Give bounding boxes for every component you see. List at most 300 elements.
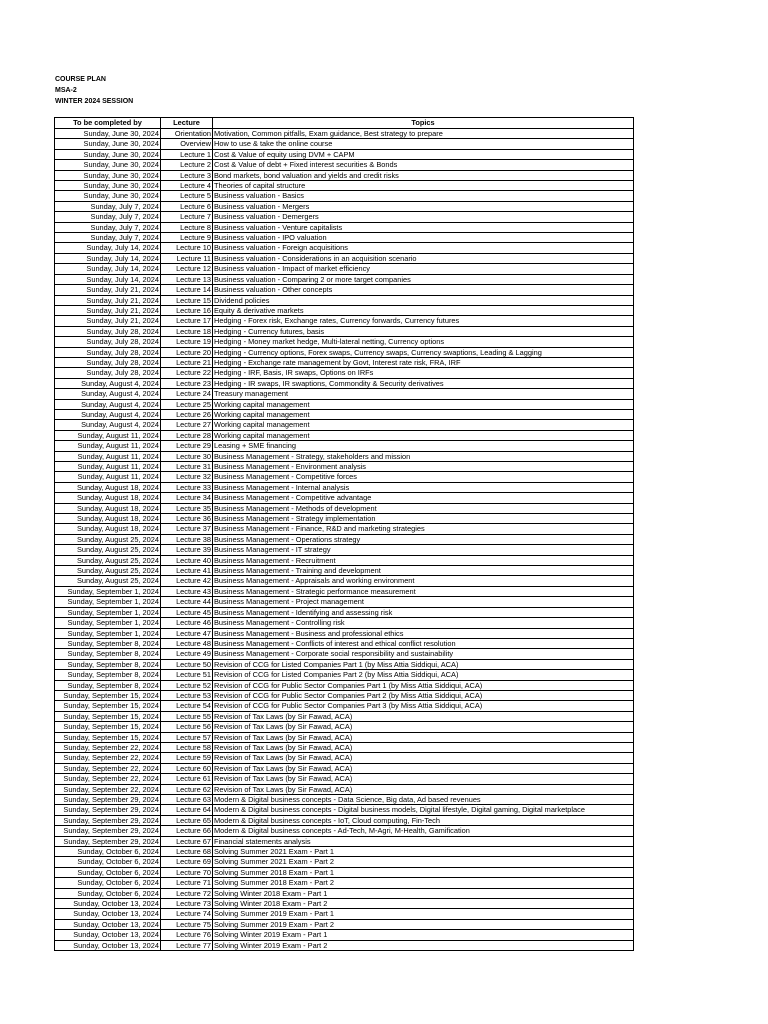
completion-date-cell: Sunday, August 25, 2024 <box>55 576 161 586</box>
topic-cell: Business Management - Training and development <box>213 566 634 576</box>
completion-date-cell: Sunday, July 28, 2024 <box>55 326 161 336</box>
table-row <box>55 815 634 825</box>
completion-date-cell: Sunday, September 15, 2024 <box>55 701 161 711</box>
completion-date-cell: Sunday, July 7, 2024 <box>55 233 161 243</box>
topic-cell: Business valuation - Other concepts <box>213 285 634 295</box>
table-row <box>55 774 634 784</box>
lecture-cell: Lecture 33 <box>161 482 213 492</box>
topic-cell: Solving Summer 2018 Exam - Part 2 <box>213 878 634 888</box>
table-row <box>55 649 634 659</box>
topic-cell: Business valuation - Venture capitalists <box>213 222 634 232</box>
lecture-cell: Lecture 19 <box>161 337 213 347</box>
topic-cell: Business Management - Internal analysis <box>213 482 634 492</box>
table-row <box>55 472 634 482</box>
table-row <box>55 139 634 149</box>
lecture-cell: Lecture 73 <box>161 899 213 909</box>
completion-date-cell: Sunday, September 1, 2024 <box>55 586 161 596</box>
table-row <box>55 628 634 638</box>
topic-cell: Solving Winter 2018 Exam - Part 2 <box>213 899 634 909</box>
lecture-cell: Lecture 32 <box>161 472 213 482</box>
topic-cell: Business Management - Controlling risk <box>213 618 634 628</box>
topic-cell: Business Management - Corporate social responsibility and sustainability <box>213 649 634 659</box>
table-row <box>55 670 634 680</box>
lecture-cell: Lecture 6 <box>161 201 213 211</box>
table-row <box>55 389 634 399</box>
lecture-cell: Lecture 62 <box>161 784 213 794</box>
lecture-cell: Lecture 54 <box>161 701 213 711</box>
table-row <box>55 295 634 305</box>
lecture-cell: Lecture 10 <box>161 243 213 253</box>
table-row <box>55 857 634 867</box>
table-row <box>55 201 634 211</box>
lecture-cell: Lecture 48 <box>161 638 213 648</box>
topic-cell: Solving Winter 2019 Exam - Part 2 <box>213 940 634 950</box>
completion-date-cell: Sunday, September 8, 2024 <box>55 649 161 659</box>
topic-cell: Hedging - Currency futures, basis <box>213 326 634 336</box>
header-row <box>55 118 634 129</box>
topic-cell: Business Management - Identifying and assessing risk <box>213 607 634 617</box>
topic-cell: Business Management - Appraisals and working environment <box>213 576 634 586</box>
completion-date-cell: Sunday, July 14, 2024 <box>55 243 161 253</box>
lecture-cell: Lecture 18 <box>161 326 213 336</box>
lecture-cell: Lecture 67 <box>161 836 213 846</box>
topic-cell: Hedging - IRF, Basis, IR swaps, Options on IRFs <box>213 368 634 378</box>
completion-date-cell: Sunday, August 18, 2024 <box>55 482 161 492</box>
completion-date-cell: Sunday, August 25, 2024 <box>55 534 161 544</box>
lecture-cell: Lecture 63 <box>161 795 213 805</box>
table-row <box>55 597 634 607</box>
lecture-cell: Lecture 49 <box>161 649 213 659</box>
table-row <box>55 368 634 378</box>
lecture-cell: Lecture 9 <box>161 233 213 243</box>
table-row <box>55 940 634 950</box>
topic-cell: Modern & Digital business concepts - Digital business models, Digital lifestyle, Digital gaming, Digital marketplace <box>213 805 634 815</box>
lecture-cell: Lecture 60 <box>161 763 213 773</box>
table-row <box>55 701 634 711</box>
lecture-cell: Lecture 57 <box>161 732 213 742</box>
completion-date-cell: Sunday, September 15, 2024 <box>55 722 161 732</box>
completion-date-cell: Sunday, August 18, 2024 <box>55 503 161 513</box>
lecture-cell: Lecture 52 <box>161 680 213 690</box>
table-row <box>55 659 634 669</box>
completion-date-cell: Sunday, August 4, 2024 <box>55 420 161 430</box>
lecture-cell: Lecture 16 <box>161 305 213 315</box>
table-row <box>55 181 634 191</box>
completion-date-cell: Sunday, August 25, 2024 <box>55 555 161 565</box>
completion-date-cell: Sunday, September 8, 2024 <box>55 670 161 680</box>
completion-date-cell: Sunday, June 30, 2024 <box>55 160 161 170</box>
completion-date-cell: Sunday, June 30, 2024 <box>55 129 161 139</box>
completion-date-cell: Sunday, June 30, 2024 <box>55 149 161 159</box>
table-row <box>55 337 634 347</box>
table-row <box>55 285 634 295</box>
table-row <box>55 867 634 877</box>
lecture-cell: Lecture 17 <box>161 316 213 326</box>
table-row <box>55 722 634 732</box>
lecture-cell: Lecture 71 <box>161 878 213 888</box>
table-row <box>55 274 634 284</box>
topic-cell: Business Management - IT strategy <box>213 545 634 555</box>
lecture-cell: Lecture 44 <box>161 597 213 607</box>
topic-cell: Cost & Value of equity using DVM + CAPM <box>213 149 634 159</box>
topic-cell: Revision of Tax Laws (by Sir Fawad, ACA) <box>213 732 634 742</box>
topic-cell: Business valuation - Basics <box>213 191 634 201</box>
table-row <box>55 784 634 794</box>
topic-cell: Solving Winter 2019 Exam - Part 1 <box>213 930 634 940</box>
topic-cell: Modern & Digital business concepts - Data Science, Big data, Ad based revenues <box>213 795 634 805</box>
table-row <box>55 888 634 898</box>
lecture-cell: Lecture 64 <box>161 805 213 815</box>
table-row <box>55 482 634 492</box>
completion-date-cell: Sunday, July 21, 2024 <box>55 316 161 326</box>
completion-date-cell: Sunday, September 29, 2024 <box>55 815 161 825</box>
topic-cell: Business Management - Conflicts of interest and ethical conflict resolution <box>213 638 634 648</box>
document-header <box>55 74 133 107</box>
lecture-cell: Lecture 70 <box>161 867 213 877</box>
completion-date-cell: Sunday, September 8, 2024 <box>55 680 161 690</box>
topic-cell: Business Management - Finance, R&D and marketing strategies <box>213 524 634 534</box>
completion-date-cell: Sunday, September 29, 2024 <box>55 836 161 846</box>
topic-cell: Revision of Tax Laws (by Sir Fawad, ACA) <box>213 711 634 721</box>
column-header-topics: Topics <box>213 118 634 129</box>
table-row <box>55 680 634 690</box>
table-row <box>55 222 634 232</box>
topic-cell: Leasing + SME financing <box>213 441 634 451</box>
table-row <box>55 503 634 513</box>
table-row <box>55 826 634 836</box>
lecture-cell: Lecture 45 <box>161 607 213 617</box>
table-row <box>55 732 634 742</box>
topic-cell: Cost & Value of debt + Fixed interest securities & Bonds <box>213 160 634 170</box>
lecture-cell: Lecture 28 <box>161 430 213 440</box>
completion-date-cell: Sunday, July 28, 2024 <box>55 368 161 378</box>
completion-date-cell: Sunday, October 6, 2024 <box>55 878 161 888</box>
completion-date-cell: Sunday, September 29, 2024 <box>55 826 161 836</box>
table-row <box>55 555 634 565</box>
lecture-cell: Lecture 72 <box>161 888 213 898</box>
table-row <box>55 420 634 430</box>
table-row <box>55 170 634 180</box>
table-row <box>55 878 634 888</box>
completion-date-cell: Sunday, September 8, 2024 <box>55 638 161 648</box>
topic-cell: Business Management - Recruitment <box>213 555 634 565</box>
topic-cell: Revision of Tax Laws (by Sir Fawad, ACA) <box>213 774 634 784</box>
table-row <box>55 264 634 274</box>
completion-date-cell: Sunday, September 1, 2024 <box>55 607 161 617</box>
table-row <box>55 233 634 243</box>
topic-cell: Business Management - Environment analysis <box>213 462 634 472</box>
column-header-lecture: Lecture <box>161 118 213 129</box>
completion-date-cell: Sunday, July 28, 2024 <box>55 357 161 367</box>
lecture-cell: Lecture 74 <box>161 909 213 919</box>
completion-date-cell: Sunday, August 4, 2024 <box>55 399 161 409</box>
completion-date-cell: Sunday, August 11, 2024 <box>55 462 161 472</box>
lecture-cell: Lecture 21 <box>161 357 213 367</box>
completion-date-cell: Sunday, June 30, 2024 <box>55 170 161 180</box>
completion-date-cell: Sunday, June 30, 2024 <box>55 181 161 191</box>
lecture-cell: Lecture 22 <box>161 368 213 378</box>
topic-cell: Business Management - Business and professional ethics <box>213 628 634 638</box>
topic-cell: Business Management - Competitive advantage <box>213 493 634 503</box>
topic-cell: Revision of Tax Laws (by Sir Fawad, ACA) <box>213 753 634 763</box>
lecture-cell: Lecture 50 <box>161 659 213 669</box>
table-row <box>55 430 634 440</box>
topic-cell: Business Management - Competitive forces <box>213 472 634 482</box>
completion-date-cell: Sunday, August 11, 2024 <box>55 451 161 461</box>
table-row <box>55 462 634 472</box>
table-row <box>55 795 634 805</box>
lecture-cell: Lecture 34 <box>161 493 213 503</box>
completion-date-cell: Sunday, June 30, 2024 <box>55 191 161 201</box>
completion-date-cell: Sunday, September 22, 2024 <box>55 763 161 773</box>
completion-date-cell: Sunday, October 13, 2024 <box>55 899 161 909</box>
course-code: MSA-2 <box>55 87 77 94</box>
table-row <box>55 399 634 409</box>
table-row <box>55 316 634 326</box>
topic-cell: Business Management - Strategy implementation <box>213 514 634 524</box>
lecture-cell: Lecture 30 <box>161 451 213 461</box>
lecture-cell: Lecture 7 <box>161 212 213 222</box>
table-row <box>55 576 634 586</box>
completion-date-cell: Sunday, July 7, 2024 <box>55 201 161 211</box>
completion-date-cell: Sunday, July 28, 2024 <box>55 337 161 347</box>
topic-cell: Hedging - Currency options, Forex swaps, Currency swaps, Currency swaptions, Leading & Lagging <box>213 347 634 357</box>
table-row <box>55 545 634 555</box>
lecture-cell: Lecture 5 <box>161 191 213 201</box>
completion-date-cell: Sunday, August 11, 2024 <box>55 430 161 440</box>
course-plan-table <box>54 117 634 951</box>
completion-date-cell: Sunday, June 30, 2024 <box>55 139 161 149</box>
completion-date-cell: Sunday, October 13, 2024 <box>55 919 161 929</box>
completion-date-cell: Sunday, September 22, 2024 <box>55 742 161 752</box>
lecture-cell: Overview <box>161 139 213 149</box>
topic-cell: Revision of CCG for Listed Companies Part 1 (by Miss Attia Siddiqui, ACA) <box>213 659 634 669</box>
completion-date-cell: Sunday, September 29, 2024 <box>55 805 161 815</box>
topic-cell: Revision of Tax Laws (by Sir Fawad, ACA) <box>213 742 634 752</box>
completion-date-cell: Sunday, July 14, 2024 <box>55 253 161 263</box>
column-header-completion-date: To be completed by <box>55 118 161 129</box>
lecture-cell: Lecture 42 <box>161 576 213 586</box>
completion-date-cell: Sunday, August 4, 2024 <box>55 409 161 419</box>
table-row <box>55 191 634 201</box>
completion-date-cell: Sunday, July 21, 2024 <box>55 295 161 305</box>
table-row <box>55 253 634 263</box>
topic-cell: Hedging - Money market hedge, Multi-lateral netting, Currency options <box>213 337 634 347</box>
lecture-cell: Lecture 38 <box>161 534 213 544</box>
topic-cell: Business Management - Operations strategy <box>213 534 634 544</box>
table-row <box>55 586 634 596</box>
lecture-cell: Lecture 27 <box>161 420 213 430</box>
topic-cell: Revision of CCG for Public Sector Companies Part 1 (by Miss Attia Siddiqui, ACA) <box>213 680 634 690</box>
lecture-cell: Lecture 47 <box>161 628 213 638</box>
topic-cell: Business Management - Project management <box>213 597 634 607</box>
completion-date-cell: Sunday, August 18, 2024 <box>55 493 161 503</box>
lecture-cell: Lecture 2 <box>161 160 213 170</box>
completion-date-cell: Sunday, July 7, 2024 <box>55 212 161 222</box>
lecture-cell: Lecture 36 <box>161 514 213 524</box>
lecture-cell: Lecture 8 <box>161 222 213 232</box>
topic-cell: Business valuation - Impact of market efficiency <box>213 264 634 274</box>
lecture-cell: Lecture 61 <box>161 774 213 784</box>
topic-cell: Solving Summer 2018 Exam - Part 1 <box>213 867 634 877</box>
lecture-cell: Lecture 75 <box>161 919 213 929</box>
topic-cell: Motivation, Common pitfalls, Exam guidance, Best strategy to prepare <box>213 129 634 139</box>
topic-cell: Working capital management <box>213 399 634 409</box>
topic-cell: Equity & derivative markets <box>213 305 634 315</box>
lecture-cell: Lecture 58 <box>161 742 213 752</box>
topic-cell: Modern & Digital business concepts - IoT, Cloud computing, Fin-Tech <box>213 815 634 825</box>
lecture-cell: Lecture 43 <box>161 586 213 596</box>
completion-date-cell: Sunday, September 15, 2024 <box>55 690 161 700</box>
completion-date-cell: Sunday, July 14, 2024 <box>55 274 161 284</box>
completion-date-cell: Sunday, September 22, 2024 <box>55 753 161 763</box>
lecture-cell: Lecture 68 <box>161 847 213 857</box>
lecture-cell: Lecture 37 <box>161 524 213 534</box>
topic-cell: Hedging - Forex risk, Exchange rates, Currency forwards, Currency futures <box>213 316 634 326</box>
table-row <box>55 899 634 909</box>
completion-date-cell: Sunday, August 11, 2024 <box>55 441 161 451</box>
completion-date-cell: Sunday, September 29, 2024 <box>55 795 161 805</box>
table-row <box>55 607 634 617</box>
topic-cell: Business valuation - Demergers <box>213 212 634 222</box>
topic-cell: Business valuation - Foreign acquisitions <box>213 243 634 253</box>
completion-date-cell: Sunday, August 25, 2024 <box>55 566 161 576</box>
lecture-cell: Lecture 4 <box>161 181 213 191</box>
table-row <box>55 378 634 388</box>
topic-cell: Modern & Digital business concepts - Ad-Tech, M-Agri, M-Health, Gamification <box>213 826 634 836</box>
lecture-cell: Lecture 56 <box>161 722 213 732</box>
topic-cell: Business valuation - Considerations in an acquisition scenario <box>213 253 634 263</box>
completion-date-cell: Sunday, August 4, 2024 <box>55 378 161 388</box>
completion-date-cell: Sunday, September 1, 2024 <box>55 618 161 628</box>
table-row <box>55 524 634 534</box>
lecture-cell: Lecture 26 <box>161 409 213 419</box>
lecture-cell: Lecture 29 <box>161 441 213 451</box>
lecture-cell: Lecture 20 <box>161 347 213 357</box>
topic-cell: Bond markets, bond valuation and yields and credit risks <box>213 170 634 180</box>
topic-cell: Revision of CCG for Public Sector Companies Part 2 (by Miss Attia Siddiqui, ACA) <box>213 690 634 700</box>
lecture-cell: Lecture 31 <box>161 462 213 472</box>
table-row <box>55 836 634 846</box>
lecture-cell: Lecture 24 <box>161 389 213 399</box>
topic-cell: Hedging - IR swaps, IR swaptions, Commondity & Security derivatives <box>213 378 634 388</box>
topic-cell: Business valuation - IPO valuation <box>213 233 634 243</box>
table-row <box>55 930 634 940</box>
table-row <box>55 212 634 222</box>
table-row <box>55 618 634 628</box>
topic-cell: Solving Winter 2018 Exam - Part 1 <box>213 888 634 898</box>
lecture-cell: Lecture 13 <box>161 274 213 284</box>
topic-cell: Solving Summer 2021 Exam - Part 1 <box>213 847 634 857</box>
topic-cell: Revision of CCG for Listed Companies Part 2 (by Miss Attia Siddiqui, ACA) <box>213 670 634 680</box>
topic-cell: Business valuation - Comparing 2 or more target companies <box>213 274 634 284</box>
completion-date-cell: Sunday, August 18, 2024 <box>55 524 161 534</box>
topic-cell: Treasury management <box>213 389 634 399</box>
topic-cell: Working capital management <box>213 430 634 440</box>
table-row <box>55 451 634 461</box>
table-row <box>55 409 634 419</box>
lecture-cell: Lecture 41 <box>161 566 213 576</box>
topic-cell: Theories of capital structure <box>213 181 634 191</box>
table-row <box>55 347 634 357</box>
table-row <box>55 129 634 139</box>
lecture-cell: Lecture 76 <box>161 930 213 940</box>
lecture-cell: Lecture 14 <box>161 285 213 295</box>
completion-date-cell: Sunday, September 22, 2024 <box>55 784 161 794</box>
topic-cell: Dividend policies <box>213 295 634 305</box>
completion-date-cell: Sunday, October 6, 2024 <box>55 867 161 877</box>
table-row <box>55 847 634 857</box>
lecture-cell: Orientation <box>161 129 213 139</box>
lecture-cell: Lecture 1 <box>161 149 213 159</box>
topic-cell: Solving Summer 2019 Exam - Part 1 <box>213 909 634 919</box>
lecture-cell: Lecture 25 <box>161 399 213 409</box>
completion-date-cell: Sunday, July 7, 2024 <box>55 222 161 232</box>
completion-date-cell: Sunday, August 25, 2024 <box>55 545 161 555</box>
topic-cell: Revision of Tax Laws (by Sir Fawad, ACA) <box>213 722 634 732</box>
lecture-cell: Lecture 3 <box>161 170 213 180</box>
table-header <box>55 118 634 129</box>
table-row <box>55 357 634 367</box>
lecture-cell: Lecture 69 <box>161 857 213 867</box>
table-row <box>55 514 634 524</box>
table-row <box>55 243 634 253</box>
completion-date-cell: Sunday, October 6, 2024 <box>55 847 161 857</box>
table-row <box>55 805 634 815</box>
topic-cell: Revision of Tax Laws (by Sir Fawad, ACA) <box>213 784 634 794</box>
table-row <box>55 753 634 763</box>
table-row <box>55 566 634 576</box>
completion-date-cell: Sunday, October 6, 2024 <box>55 857 161 867</box>
lecture-cell: Lecture 66 <box>161 826 213 836</box>
table-body <box>55 129 634 951</box>
lecture-cell: Lecture 39 <box>161 545 213 555</box>
course-plan-title: COURSE PLAN <box>55 76 106 83</box>
topic-cell: Business Management - Methods of development <box>213 503 634 513</box>
table-row <box>55 305 634 315</box>
completion-date-cell: Sunday, August 11, 2024 <box>55 472 161 482</box>
table-row <box>55 326 634 336</box>
lecture-cell: Lecture 77 <box>161 940 213 950</box>
topic-cell: Solving Summer 2019 Exam - Part 2 <box>213 919 634 929</box>
table-row <box>55 909 634 919</box>
topic-cell: How to use & take the online course <box>213 139 634 149</box>
completion-date-cell: Sunday, August 4, 2024 <box>55 389 161 399</box>
topic-cell: Business valuation - Mergers <box>213 201 634 211</box>
lecture-cell: Lecture 46 <box>161 618 213 628</box>
topic-cell: Revision of CCG for Public Sector Companies Part 3 (by Miss Attia Siddiqui, ACA) <box>213 701 634 711</box>
completion-date-cell: Sunday, October 13, 2024 <box>55 940 161 950</box>
lecture-cell: Lecture 51 <box>161 670 213 680</box>
table-row <box>55 711 634 721</box>
lecture-cell: Lecture 11 <box>161 253 213 263</box>
table-row <box>55 919 634 929</box>
lecture-cell: Lecture 55 <box>161 711 213 721</box>
completion-date-cell: Sunday, July 14, 2024 <box>55 264 161 274</box>
topic-cell: Working capital management <box>213 409 634 419</box>
table-row <box>55 690 634 700</box>
topic-cell: Hedging - Exchange rate management by Govt, Interest rate risk, FRA, IRF <box>213 357 634 367</box>
completion-date-cell: Sunday, August 18, 2024 <box>55 514 161 524</box>
completion-date-cell: Sunday, September 1, 2024 <box>55 628 161 638</box>
table-row <box>55 149 634 159</box>
completion-date-cell: Sunday, September 8, 2024 <box>55 659 161 669</box>
completion-date-cell: Sunday, July 21, 2024 <box>55 285 161 295</box>
completion-date-cell: Sunday, September 22, 2024 <box>55 774 161 784</box>
lecture-cell: Lecture 59 <box>161 753 213 763</box>
lecture-cell: Lecture 23 <box>161 378 213 388</box>
completion-date-cell: Sunday, July 21, 2024 <box>55 305 161 315</box>
